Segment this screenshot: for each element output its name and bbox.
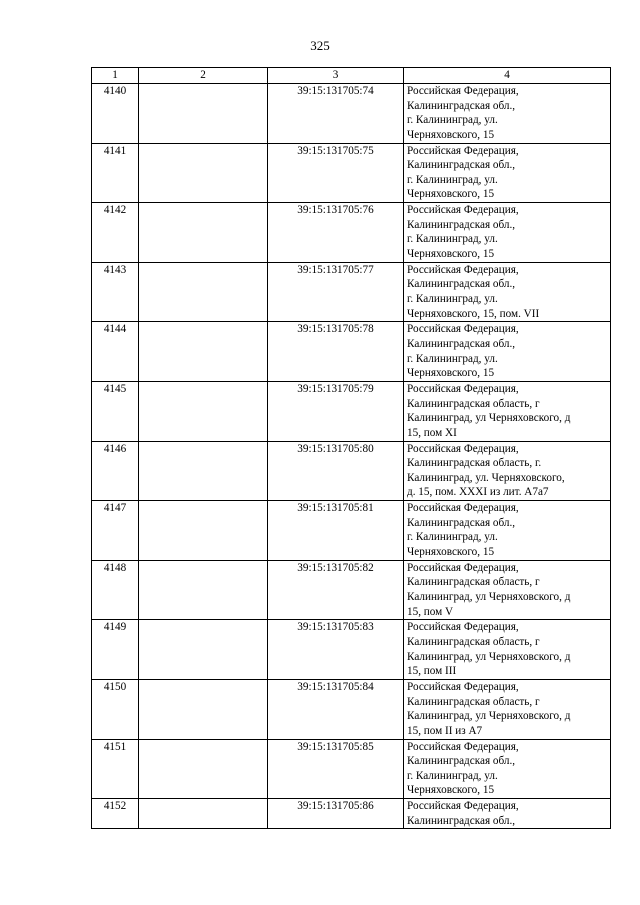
table-row bbox=[92, 739, 611, 799]
address: Российская Федерация, Калининградская обл., г. Калининград, ул. Черняховского, 15 bbox=[404, 203, 611, 263]
address: Российская Федерация, Калининградская область, г Калининград, ул Черняховского, д 15, пом III bbox=[404, 620, 611, 680]
cadastral-number: 39:15:131705:74 bbox=[268, 84, 404, 144]
row-number: 4147 bbox=[92, 501, 139, 561]
row-number: 4149 bbox=[92, 620, 139, 680]
table-row bbox=[92, 262, 611, 322]
table-row bbox=[92, 560, 611, 620]
column-header-1: 1 bbox=[92, 68, 139, 84]
table-row bbox=[92, 381, 611, 441]
cadastral-number: 39:15:131705:78 bbox=[268, 322, 404, 382]
cadastral-number: 39:15:131705:81 bbox=[268, 501, 404, 561]
cadastral-number: 39:15:131705:75 bbox=[268, 143, 404, 203]
cadastral-number: 39:15:131705:83 bbox=[268, 620, 404, 680]
address: Российская Федерация, Калининградская обл., bbox=[404, 799, 611, 829]
column-header-4: 4 bbox=[404, 68, 611, 84]
cadastral-number: 39:15:131705:76 bbox=[268, 203, 404, 263]
cadastral-number: 39:15:131705:79 bbox=[268, 381, 404, 441]
cadastral-number: 39:15:131705:85 bbox=[268, 739, 404, 799]
empty-cell bbox=[139, 143, 268, 203]
empty-cell bbox=[139, 739, 268, 799]
address: Российская Федерация, Калининградская обл., г. Калининград, ул. Черняховского, 15 bbox=[404, 84, 611, 144]
table-row bbox=[92, 501, 611, 561]
empty-cell bbox=[139, 441, 268, 501]
empty-cell bbox=[139, 262, 268, 322]
table-row bbox=[92, 322, 611, 382]
address: Российская Федерация, Калининградская обл., г. Калининград, ул. Черняховского, 15 bbox=[404, 143, 611, 203]
empty-cell bbox=[139, 322, 268, 382]
row-number: 4151 bbox=[92, 739, 139, 799]
table-row bbox=[92, 143, 611, 203]
page-number: 325 bbox=[310, 38, 330, 53]
row-number: 4148 bbox=[92, 560, 139, 620]
address: Российская Федерация, Калининградская область, г Калининград, ул Черняховского, д 15, пом II из А7 bbox=[404, 679, 611, 739]
table-header bbox=[92, 68, 611, 84]
table-row bbox=[92, 620, 611, 680]
empty-cell bbox=[139, 620, 268, 680]
row-number: 4146 bbox=[92, 441, 139, 501]
row-number: 4144 bbox=[92, 322, 139, 382]
row-number: 4142 bbox=[92, 203, 139, 263]
table-row bbox=[92, 84, 611, 144]
empty-cell bbox=[139, 84, 268, 144]
address: Российская Федерация, Калининградская обл., г. Калининград, ул. Черняховского, 15 bbox=[404, 501, 611, 561]
row-number: 4145 bbox=[92, 381, 139, 441]
row-number: 4141 bbox=[92, 143, 139, 203]
empty-cell bbox=[139, 560, 268, 620]
empty-cell bbox=[139, 799, 268, 829]
empty-cell bbox=[139, 501, 268, 561]
row-number: 4152 bbox=[92, 799, 139, 829]
address: Российская Федерация, Калининградская область, г. Калининград, ул. Черняховского, д. 15, пом. XXXI из лит. А7а7 bbox=[404, 441, 611, 501]
address: Российская Федерация, Калининградская область, г Калининград, ул Черняховского, д 15, пом V bbox=[404, 560, 611, 620]
row-number: 4140 bbox=[92, 84, 139, 144]
row-number: 4150 bbox=[92, 679, 139, 739]
cadastral-number: 39:15:131705:80 bbox=[268, 441, 404, 501]
table-row bbox=[92, 441, 611, 501]
empty-cell bbox=[139, 381, 268, 441]
column-header-3: 3 bbox=[268, 68, 404, 84]
cadastral-number: 39:15:131705:86 bbox=[268, 799, 404, 829]
address: Российская Федерация, Калининградская обл., г. Калининград, ул. Черняховского, 15 bbox=[404, 739, 611, 799]
address: Российская Федерация, Калининградская обл., г. Калининград, ул. Черняховского, 15, пом. VII bbox=[404, 262, 611, 322]
address: Российская Федерация, Калининградская обл., г. Калининград, ул. Черняховского, 15 bbox=[404, 322, 611, 382]
empty-cell bbox=[139, 679, 268, 739]
cadastral-number: 39:15:131705:77 bbox=[268, 262, 404, 322]
table-row bbox=[92, 203, 611, 263]
table-row bbox=[92, 679, 611, 739]
table-body bbox=[92, 84, 611, 829]
empty-cell bbox=[139, 203, 268, 263]
column-header-2: 2 bbox=[139, 68, 268, 84]
registry-table bbox=[91, 67, 611, 829]
cadastral-number: 39:15:131705:84 bbox=[268, 679, 404, 739]
table-row bbox=[92, 799, 611, 829]
row-number: 4143 bbox=[92, 262, 139, 322]
header-row bbox=[92, 68, 611, 84]
address: Российская Федерация, Калининградская область, г Калининград, ул Черняховского, д 15, пом XI bbox=[404, 381, 611, 441]
cadastral-number: 39:15:131705:82 bbox=[268, 560, 404, 620]
